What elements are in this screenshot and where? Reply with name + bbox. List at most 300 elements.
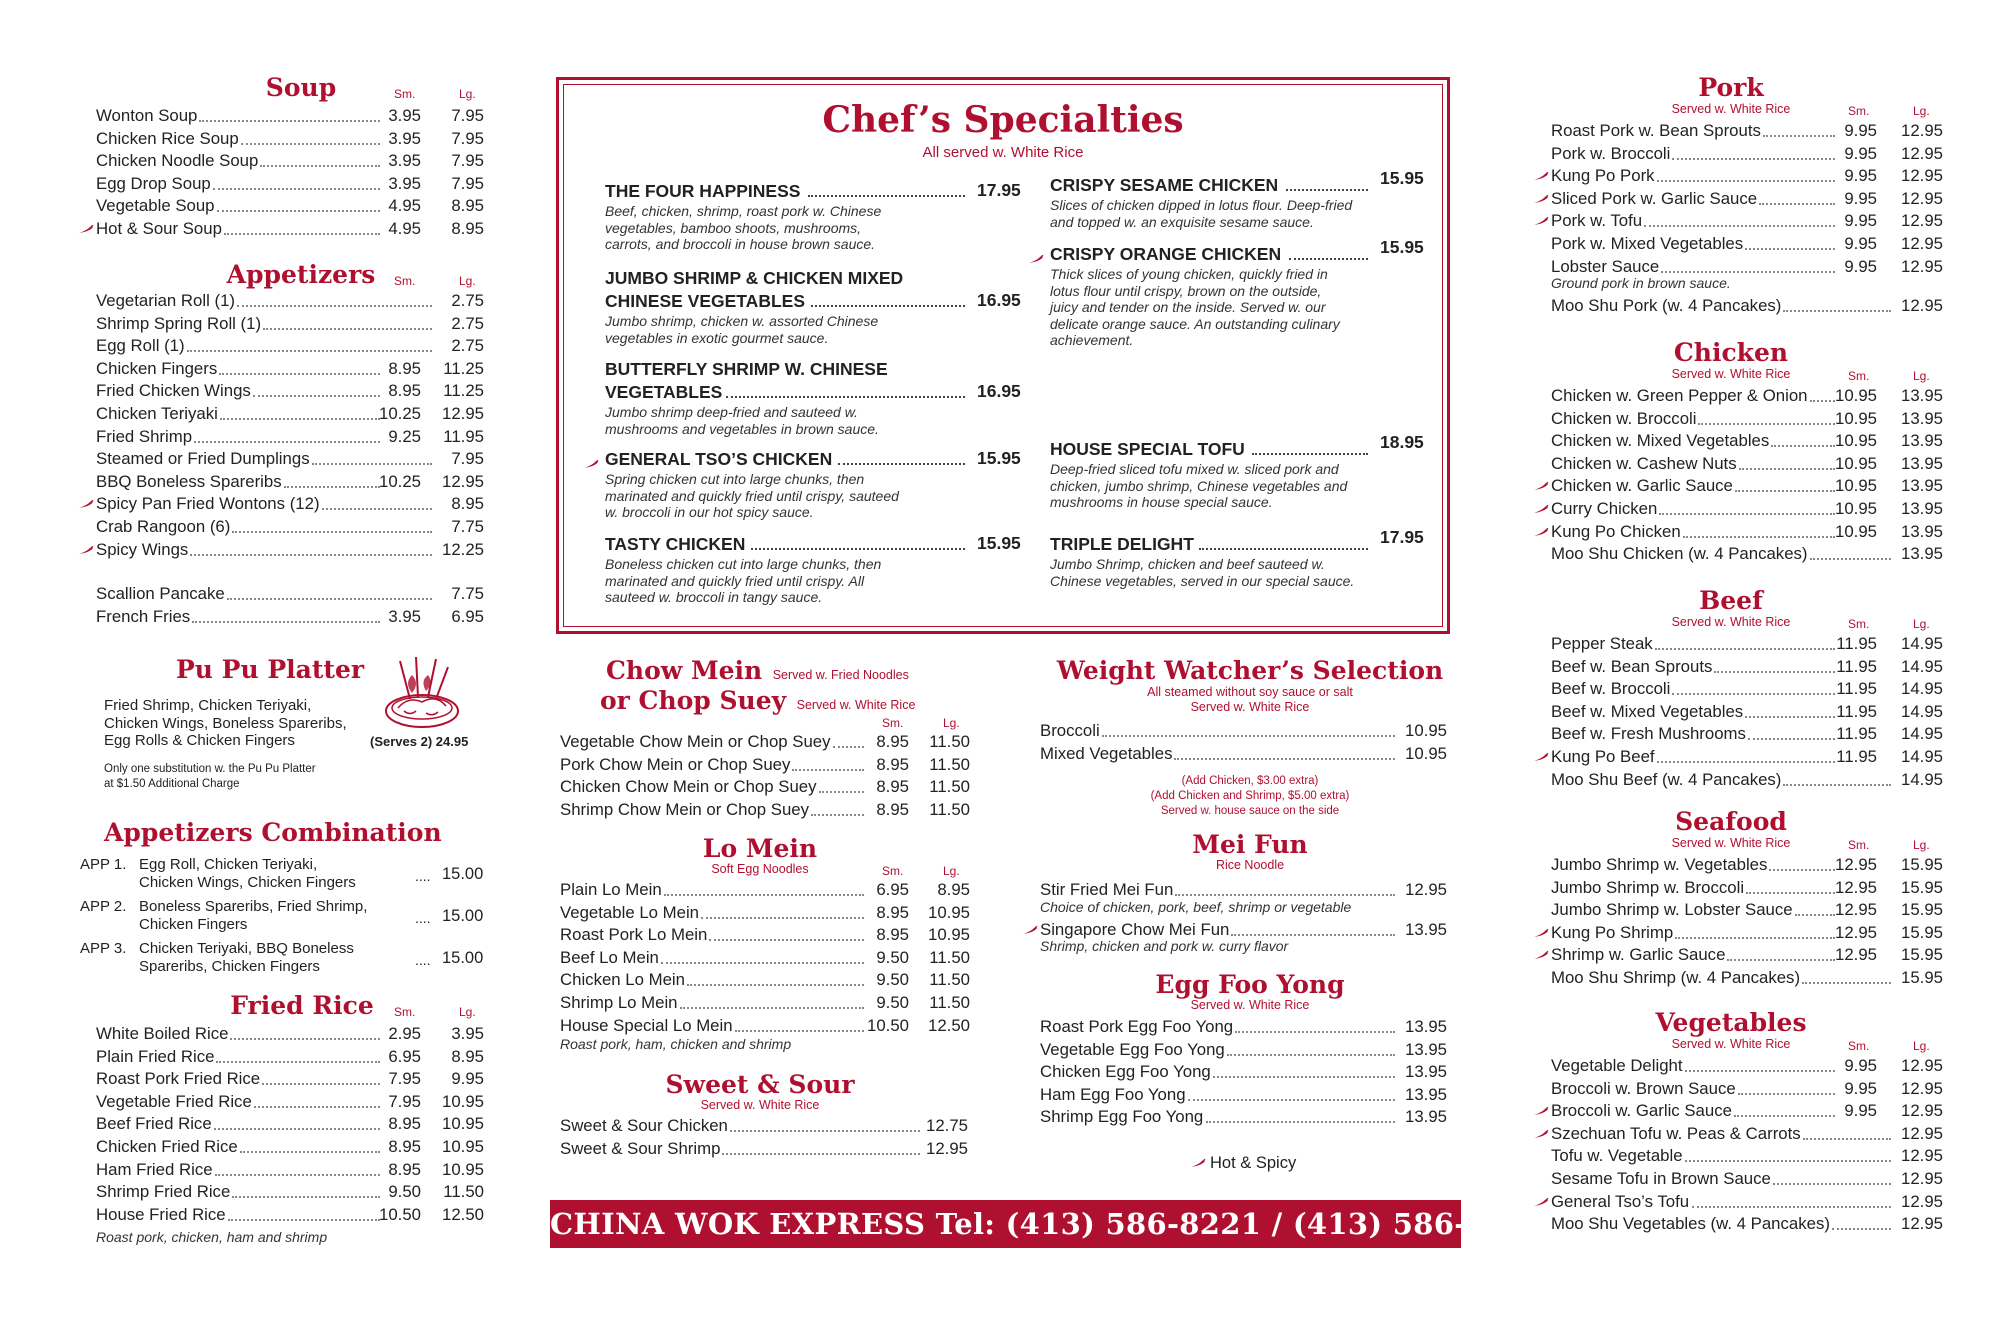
- item-note: Ground pork in brown sauce.: [1551, 275, 1731, 292]
- chef-item-description: w. broccoli in our hot spicy sauce.: [605, 504, 814, 520]
- price-small: 9.50: [388, 1182, 421, 1202]
- price-small: 7.95: [388, 1091, 421, 1111]
- menu-item: [1531, 453, 1971, 476]
- col-lg: Lg.: [459, 1005, 476, 1019]
- price-large: 15.95: [1901, 855, 1943, 874]
- dot-leader: [661, 961, 864, 964]
- item-note: Shrimp, chicken and pork w. curry flavor: [1040, 938, 1289, 955]
- menu-item: [1531, 633, 1971, 656]
- col-sm: Sm.: [394, 1005, 416, 1019]
- price-large: 12.95: [1901, 1146, 1943, 1166]
- chef-item-description: marinated and quickly fried until crispy. All: [605, 572, 865, 589]
- chef-item-description: Boneless chicken cut into large chunks, then: [605, 556, 882, 572]
- chef-item-price: 15.95: [1380, 168, 1424, 188]
- item-name: Chicken Chow Mein or Chop Suey: [560, 777, 817, 797]
- price-small: 12.95: [1835, 945, 1877, 965]
- combo-code: APP 2.: [80, 898, 127, 915]
- dot-leader: [1661, 270, 1835, 273]
- dot-leader: [237, 304, 432, 307]
- item-name: Steamed or Fried Dumplings: [96, 449, 310, 469]
- chef-item-description: and topped w. an exquisite sesame sauce.: [1050, 213, 1314, 230]
- menu-item: [1531, 498, 1971, 521]
- item-name: Pork w. Mixed Vegetables: [1551, 233, 1744, 253]
- menu-item: [76, 1046, 496, 1069]
- price-large: 8.95: [451, 218, 484, 238]
- item-name: Singapore Chow Mei Fun: [1040, 919, 1230, 939]
- col-sm: Sm.: [394, 87, 416, 101]
- price-large: 10.95: [442, 1136, 484, 1156]
- chef-item: [605, 533, 1021, 606]
- price-small: 4.95: [388, 196, 421, 216]
- menu-item: [1040, 1084, 1460, 1107]
- chef-item-description: Jumbo shrimp, chicken w. assorted Chinese: [605, 313, 879, 329]
- col-sm: Sm.: [1848, 104, 1870, 118]
- menu-item: [1531, 723, 1971, 746]
- price-large: 11.50: [929, 970, 970, 990]
- menu-item: [1040, 720, 1460, 743]
- dot-leader: [722, 1152, 920, 1155]
- price-large: 13.95: [1901, 386, 1943, 405]
- item-name: Beef Fried Rice: [96, 1114, 212, 1134]
- dot-leader: [322, 507, 432, 510]
- dot-leader: [1657, 179, 1835, 182]
- menu-item: [1531, 1055, 1971, 1078]
- price-small: 2.95: [388, 1024, 421, 1043]
- item-name: Roast Pork w. Bean Sprouts: [1551, 121, 1761, 140]
- section-subtitle: Served w. White Rice: [1671, 1037, 1791, 1051]
- chef-item-description: Spring chicken cut into large chunks, then: [605, 471, 865, 487]
- dot-leader: [1683, 535, 1835, 538]
- menu-item: [560, 1015, 990, 1038]
- item-name: Chicken Lo Mein: [560, 970, 685, 990]
- menu-item: [1531, 1213, 1971, 1236]
- menu-item: [76, 290, 496, 313]
- chef-item-description: mushrooms and vegetables in brown sauce.: [605, 420, 879, 437]
- price-small: 9.95: [1844, 1101, 1877, 1121]
- chili-pepper-icon: [1028, 251, 1044, 269]
- menu-item: [76, 358, 496, 381]
- price-small: 3.95: [388, 128, 421, 148]
- item-name: Chicken w. Broccoli: [1551, 408, 1697, 428]
- item-name: Chicken Fingers: [96, 358, 218, 378]
- price-large: 13.95: [1901, 453, 1943, 473]
- chef-item-description: sauteed w. broccoli in tangy sauce.: [605, 589, 823, 605]
- item-name: Shrimp Fried Rice: [96, 1182, 231, 1202]
- price-large: 7.95: [451, 449, 484, 469]
- chef-item-name: TASTY CHICKEN: [605, 534, 746, 554]
- chef-item-name: JUMBO SHRIMP & CHICKEN MIXED: [605, 268, 904, 288]
- price-small: 4.95: [388, 218, 421, 238]
- price-small: 3.95: [388, 606, 421, 626]
- menu-item: [1531, 188, 1971, 211]
- item-name: Kung Po Shrimp: [1551, 922, 1674, 942]
- chili-pepper-icon: [1533, 217, 1547, 225]
- chef-item: [1050, 432, 1424, 511]
- col-lg: Lg.: [1913, 104, 1930, 118]
- dot-leader: [664, 893, 864, 896]
- dot-leader: [220, 417, 380, 420]
- section-subtitle: Served w. White Rice: [700, 1098, 820, 1112]
- price-small: 9.95: [1844, 211, 1877, 231]
- price-large: 12.95: [1901, 1078, 1943, 1098]
- menu-item: [1531, 656, 1971, 679]
- price-large: 8.95: [451, 1046, 484, 1066]
- item-name: Hot & Sour Soup: [96, 218, 222, 238]
- dot-leader: [228, 1218, 380, 1221]
- appetizer-combination-section: [76, 820, 496, 980]
- price-large: 12.95: [1901, 296, 1943, 316]
- item-name: House Fried Rice: [96, 1204, 226, 1224]
- price-small: 9.50: [876, 992, 909, 1012]
- price-small: 9.95: [1844, 256, 1877, 276]
- menu-item: [560, 799, 990, 822]
- chef-item: [605, 358, 1021, 437]
- menu-item: [76, 426, 496, 449]
- price-small: 10.95: [1835, 386, 1877, 405]
- item-name: Jumbo Shrimp w. Broccoli: [1551, 877, 1745, 897]
- chef-item-description: lotus flour until crispy, brown on the outside,: [1050, 282, 1322, 299]
- item-name: Crab Rangoon (6): [96, 516, 231, 536]
- menu-item: [76, 380, 496, 403]
- combo-desc: Chicken Teriyaki, BBQ Boneless Spareribs, Chicken Fingers: [139, 940, 354, 975]
- price-large: 12.95: [1901, 211, 1943, 231]
- price-small: 10.95: [1835, 498, 1877, 518]
- col-lg: Lg.: [943, 864, 960, 878]
- dot-leader: [1188, 1098, 1395, 1101]
- price-small: 9.95: [1844, 188, 1877, 208]
- item-name: Moo Shu Shrimp (w. 4 Pancakes): [1551, 967, 1801, 987]
- chili-pepper-icon: [1533, 195, 1547, 203]
- price-large: 11.25: [443, 358, 484, 378]
- dot-leader: [219, 372, 380, 375]
- section-subtitle: Served w. Fried Noodles: [772, 668, 909, 682]
- menu-item: [560, 947, 990, 970]
- dot-leader: [1803, 1137, 1891, 1140]
- price-small: 9.95: [1844, 233, 1877, 253]
- price-large: 8.95: [451, 494, 484, 514]
- chef-item: [605, 180, 1021, 253]
- dot-leader: [1783, 783, 1891, 786]
- dot-leader: [838, 462, 965, 465]
- menu-item: [1040, 1061, 1460, 1084]
- price-small: 12.95: [1835, 900, 1877, 920]
- price-small: 10.95: [1835, 521, 1877, 541]
- dot-leader: [240, 1150, 380, 1153]
- menu-item: [560, 731, 990, 754]
- combo-price: 15.00: [442, 865, 484, 883]
- item-name: Beef w. Fresh Mushrooms: [1551, 724, 1746, 744]
- item-name: Beef Lo Mein: [560, 947, 659, 967]
- menu-item: [1531, 877, 1971, 900]
- menu-item: [1531, 678, 1971, 701]
- item-name: Beef w. Broccoli: [1551, 679, 1671, 699]
- dot-leader: [263, 327, 432, 330]
- menu-item: [1531, 120, 1971, 143]
- dot-leader: [726, 395, 965, 398]
- menu-item: [1531, 233, 1971, 256]
- price-large: 12.95: [442, 471, 484, 491]
- chili-pepper-icon: [1533, 1107, 1547, 1115]
- chef-item-price: 17.95: [1380, 527, 1424, 547]
- price-large: 12.95: [1901, 1123, 1943, 1143]
- combo-desc: Boneless Spareribs, Fried Shrimp, Chicken Fingers: [139, 898, 368, 933]
- chef-item-name: BUTTERFLY SHRIMP W. CHINESE: [605, 359, 888, 379]
- item-name: Vegetable Soup: [96, 196, 215, 216]
- price-large: 14.95: [1901, 724, 1943, 744]
- item-name: Plain Fried Rice: [96, 1046, 215, 1066]
- section-title: Appetizers Combination: [104, 818, 442, 847]
- item-name: French Fries: [96, 606, 191, 626]
- price-small: 10.95: [1835, 408, 1877, 428]
- col-lg: Lg.: [1913, 1039, 1930, 1053]
- section-title: Vegetables: [1655, 1008, 1807, 1037]
- chef-subtitle: All served w. White Rice: [922, 144, 1084, 161]
- chili-pepper-icon: [78, 546, 92, 554]
- item-name: Ham Fried Rice: [96, 1159, 213, 1179]
- item-name: Wonton Soup: [96, 106, 198, 125]
- section-title: Fried Rice: [230, 991, 374, 1020]
- price-large: 11.50: [929, 754, 970, 774]
- chef-item-description: Jumbo Shrimp, chicken and beef sauteed w.: [1050, 556, 1325, 572]
- menu-item: [1531, 944, 1971, 967]
- item-name: Moo Shu Chicken (w. 4 Pancakes): [1551, 544, 1808, 564]
- chef-item-name: TRIPLE DELIGHT: [1050, 534, 1194, 554]
- dot-leader: [1175, 893, 1395, 896]
- item-name: Chicken Fried Rice: [96, 1136, 238, 1156]
- price-large: 11.50: [929, 732, 970, 751]
- price-small: 3.95: [388, 173, 421, 193]
- menu-item: [1531, 430, 1971, 453]
- price-small: 8.95: [876, 777, 909, 797]
- menu-item: [76, 1091, 496, 1114]
- item-name: Szechuan Tofu w. Peas & Carrots: [1551, 1123, 1801, 1143]
- price-small: 12.95: [1835, 855, 1877, 874]
- price-small: 8.95: [388, 358, 421, 378]
- col-lg: Lg.: [459, 274, 476, 288]
- dot-leader: [1773, 1182, 1891, 1185]
- price-large: 12.75: [926, 1116, 968, 1135]
- menu-item: [1531, 143, 1971, 166]
- item-name: Scallion Pancake: [96, 584, 225, 604]
- price-large: 8.95: [451, 196, 484, 216]
- section-subtitle: Served w. White Rice: [1671, 102, 1791, 116]
- chef-item-price: 15.95: [977, 448, 1021, 468]
- dot-leader: [312, 462, 432, 465]
- menu-item: [560, 1115, 990, 1138]
- menu-item: [1531, 1100, 1971, 1123]
- price-large: 13.95: [1405, 1062, 1447, 1082]
- lo-mein-note: Roast pork, ham, chicken and shrimp: [560, 1036, 792, 1052]
- price-large: 15.95: [1901, 900, 1943, 920]
- price-small: 12.95: [1835, 922, 1877, 942]
- section-title: Beef: [1699, 586, 1763, 615]
- menu-item: [1531, 1078, 1971, 1101]
- chef-item-price: 16.95: [977, 381, 1021, 401]
- price-small: 9.95: [1844, 1078, 1877, 1098]
- chef-item-description: Jumbo shrimp deep-fried and sauteed w.: [605, 404, 858, 420]
- price-small: 10.95: [1835, 476, 1877, 496]
- chili-pepper-icon: [1533, 482, 1547, 490]
- item-name: Jumbo Shrimp w. Vegetables: [1551, 855, 1768, 874]
- menu-item: [1531, 967, 1971, 990]
- menu-item: [1531, 385, 1971, 408]
- section-subtitle: All steamed without soy sauce or salt: [1147, 685, 1353, 699]
- chili-pepper-icon: [78, 225, 92, 233]
- menu-item: [560, 754, 990, 777]
- price-large: 12.95: [1901, 233, 1943, 253]
- price-small: 9.95: [1844, 143, 1877, 163]
- chef-item: [1050, 527, 1424, 589]
- section-title: Chow Mein: [606, 656, 763, 685]
- price-small: 9.95: [1844, 121, 1877, 140]
- chef-item-name: CRISPY SESAME CHICKEN: [1050, 175, 1279, 195]
- item-name: Tofu w. Vegetable: [1551, 1146, 1683, 1166]
- section-subtitle: Served w. White Rice: [1671, 615, 1791, 629]
- price-small: 8.95: [876, 754, 909, 774]
- menu-item: [76, 1159, 496, 1182]
- dot-leader: [224, 232, 380, 235]
- price-large: 2.75: [451, 336, 484, 356]
- combo-price: 15.00: [442, 949, 484, 967]
- price-small: 10.50: [867, 1015, 909, 1035]
- pupu-note: Only one substitution w. the Pu Pu Platter at $1.50 Additional Charge: [104, 763, 316, 790]
- price-large: 12.95: [1901, 1056, 1943, 1075]
- chef-item-price: 18.95: [1380, 432, 1424, 452]
- menu-item: [1531, 899, 1971, 922]
- price-large: 11.50: [929, 777, 970, 797]
- item-name: Pork Chow Mein or Chop Suey: [560, 754, 791, 774]
- menu-item: [76, 583, 496, 606]
- menu-item: [76, 539, 496, 562]
- price-large: 15.95: [1901, 877, 1943, 897]
- chili-pepper-icon: [1533, 753, 1547, 761]
- item-name: Shrimp Spring Roll (1): [96, 313, 262, 333]
- combo-desc: Egg Roll, Chicken Teriyaki, Chicken Wings, Chicken Fingers: [139, 856, 356, 891]
- menu-item: [76, 128, 496, 151]
- item-name: Shrimp Lo Mein: [560, 992, 678, 1012]
- dot-leader: [735, 1029, 864, 1032]
- price-small: 9.95: [1844, 166, 1877, 186]
- item-name: Chicken w. Cashew Nuts: [1551, 453, 1737, 473]
- section-title: or Chop Suey: [600, 686, 787, 715]
- item-name: House Special Lo Mein: [560, 1015, 733, 1035]
- item-name: Mixed Vegetables: [1040, 743, 1173, 763]
- chef-item-name: THE FOUR HAPPINESS: [605, 181, 801, 201]
- dot-leader: [1802, 981, 1891, 984]
- item-name: Sesame Tofu in Brown Sauce: [1551, 1168, 1771, 1188]
- chili-pepper-icon: [1533, 172, 1547, 180]
- combo-dots: ....: [415, 952, 431, 968]
- price-large: 3.95: [451, 1024, 484, 1043]
- item-name: Roast Pork Egg Foo Yong: [1040, 1017, 1234, 1036]
- price-small: 10.25: [379, 471, 421, 491]
- dot-leader: [1174, 757, 1395, 760]
- item-name: Chicken w. Mixed Vegetables: [1551, 431, 1770, 451]
- item-name: Broccoli w. Brown Sauce: [1551, 1078, 1736, 1098]
- item-name: Spicy Pan Fried Wontons (12): [96, 494, 320, 514]
- price-large: 7.95: [451, 106, 484, 125]
- item-name: Egg Roll (1): [96, 336, 185, 356]
- item-name: Shrimp Egg Foo Yong: [1040, 1107, 1204, 1127]
- menu-item: [560, 924, 990, 947]
- price-large: 2.75: [451, 313, 484, 333]
- menu-item: [76, 606, 496, 629]
- chef-item-description: Slices of chicken dipped in lotus flour. Deep-fried: [1050, 197, 1353, 213]
- dot-leader: [687, 983, 864, 986]
- price-large: 7.75: [451, 584, 484, 604]
- dot-leader: [1685, 1159, 1891, 1162]
- price-large: 8.95: [937, 880, 970, 899]
- price-large: 12.95: [1901, 121, 1943, 140]
- chef-item-description: Beef, chicken, shrimp, roast pork w. Chinese: [605, 203, 882, 219]
- chef-item-name: VEGETABLES: [605, 382, 723, 402]
- chef-item-name: CRISPY ORANGE CHICKEN: [1050, 244, 1282, 264]
- dot-leader: [1289, 257, 1368, 260]
- col-sm: Sm.: [882, 716, 904, 730]
- dot-leader: [216, 1060, 380, 1063]
- dot-leader: [730, 1129, 920, 1132]
- chef-item: [1050, 237, 1424, 349]
- price-small: 7.95: [388, 1069, 421, 1089]
- section-title: Egg Foo Yong: [1155, 970, 1345, 999]
- item-name: BBQ Boneless Spareribs: [96, 471, 282, 491]
- menu-item: [76, 1113, 496, 1136]
- dot-leader: [187, 349, 432, 352]
- dot-leader: [1102, 734, 1395, 737]
- chili-pepper-icon: [1190, 1154, 1206, 1164]
- weight-extras: (Add Chicken, $3.00 extra) (Add Chicken and Shrimp, $5.00 extra) Served w. house sauce on the side: [1150, 775, 1350, 817]
- chili-pepper-icon: [1533, 1130, 1547, 1138]
- chef-item: [605, 448, 1021, 521]
- col-lg: Lg.: [1913, 838, 1930, 852]
- chef-item-price: 17.95: [977, 180, 1021, 200]
- menu-item: [76, 516, 496, 539]
- item-name: Moo Shu Beef (w. 4 Pancakes): [1551, 769, 1782, 789]
- chef-item-description: achievement.: [1050, 332, 1134, 348]
- dot-leader: [1659, 512, 1835, 515]
- chef-item-description: marinated and quickly fried until crispy, sauteed: [605, 487, 899, 504]
- menu-item: [1040, 1106, 1460, 1129]
- price-large: 9.95: [451, 1069, 484, 1089]
- price-large: 12.95: [1901, 1168, 1943, 1188]
- menu-item: [1531, 1168, 1971, 1191]
- price-small: 10.50: [379, 1204, 421, 1224]
- item-name: Pepper Steak: [1551, 634, 1653, 653]
- price-small: 6.95: [876, 880, 909, 899]
- item-name: Vegetable Lo Mein: [560, 902, 700, 922]
- section-title: Appetizers: [226, 260, 376, 289]
- menu-item: [76, 335, 496, 358]
- item-name: Roast Pork Lo Mein: [560, 925, 708, 945]
- price-small: 9.95: [1844, 1056, 1877, 1075]
- price-large: 10.95: [442, 1091, 484, 1111]
- chili-pepper-icon: [1533, 951, 1547, 959]
- item-name: Broccoli: [1040, 721, 1100, 740]
- item-name: Broccoli w. Garlic Sauce: [1551, 1101, 1732, 1121]
- chow-mein-section: [560, 658, 990, 828]
- col-lg: Lg.: [1913, 617, 1930, 631]
- price-large: 10.95: [928, 925, 970, 945]
- dot-leader: [192, 620, 380, 623]
- dot-leader: [1286, 188, 1368, 191]
- menu-item: [76, 150, 496, 173]
- item-name: Shrimp w. Garlic Sauce: [1551, 945, 1726, 965]
- price-large: 14.95: [1901, 656, 1943, 676]
- chef-item-description: carrots, and broccoli in house brown sauce.: [605, 236, 876, 252]
- dot-leader: [811, 304, 965, 307]
- dot-leader: [1810, 557, 1891, 560]
- menu-item: [560, 776, 990, 799]
